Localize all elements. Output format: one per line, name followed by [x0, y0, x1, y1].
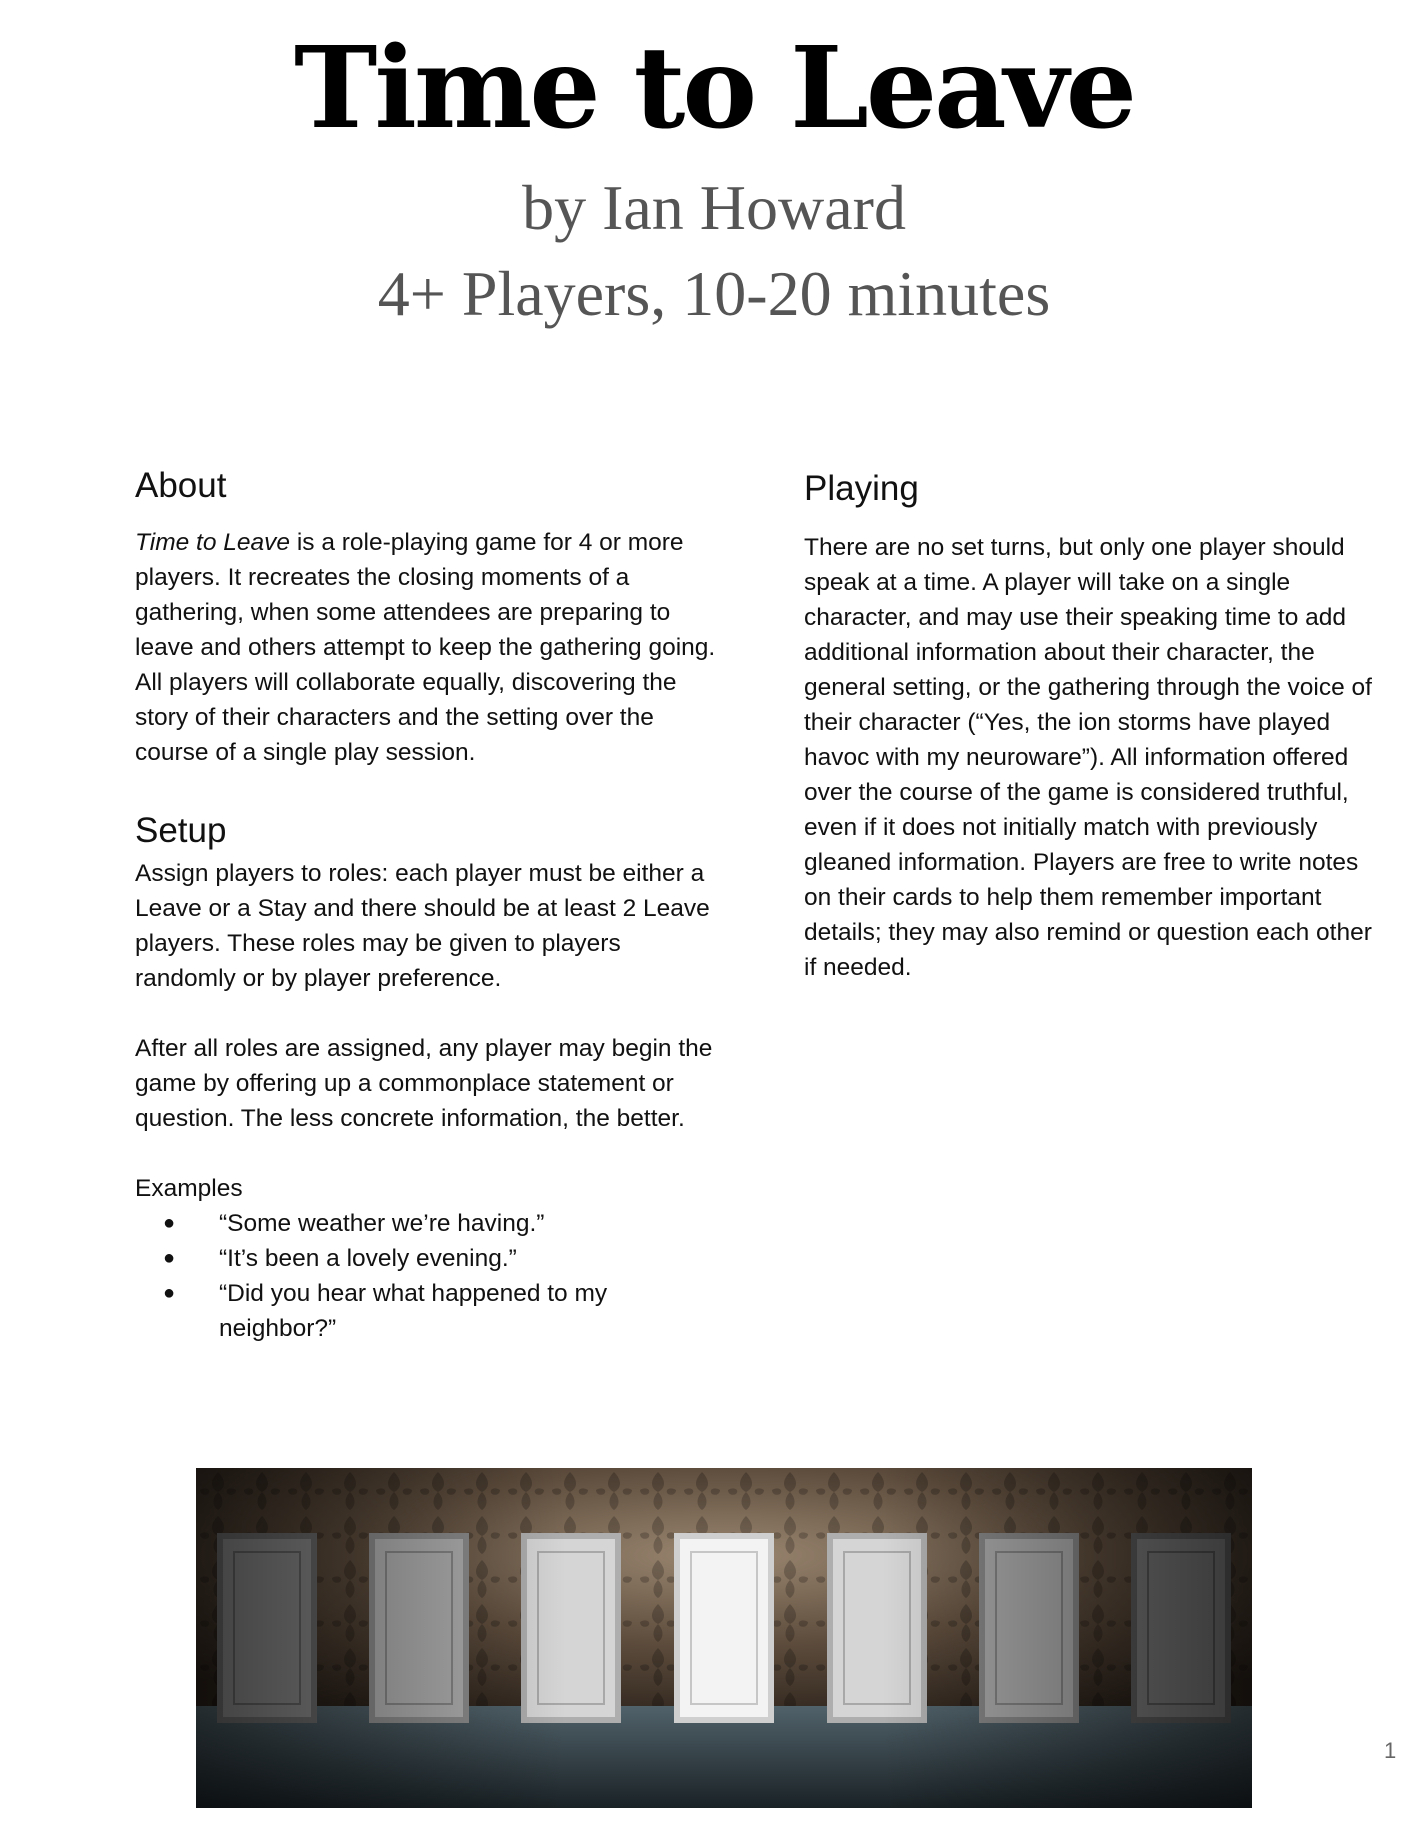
setup-paragraph-roles: Assign players to roles: each player must be either a Leave or a Stay and there should be at least 2 Leave players. These roles may be given to players randomly or by player preference. — [135, 860, 710, 992]
author-byline: by Ian Howard — [522, 172, 906, 243]
about-game-title: Time to Leave — [135, 529, 291, 556]
left-column — [135, 465, 725, 1346]
examples-label: Examples — [135, 1175, 243, 1202]
list-item — [135, 1241, 725, 1276]
example-text: “Did you hear what happened to my neighbor?” — [219, 1280, 608, 1342]
about-heading: About — [135, 466, 227, 505]
examples-list — [135, 1206, 725, 1346]
page-title: Time to Leave — [294, 23, 1134, 154]
bullet-icon: ● — [163, 1247, 176, 1269]
doors-illustration — [196, 1468, 1252, 1808]
example-text: “It’s been a lovely evening.” — [219, 1245, 517, 1272]
bullet-icon: ● — [163, 1212, 176, 1234]
example-text: “Some weather we’re having.” — [219, 1210, 545, 1237]
list-item — [135, 1206, 725, 1241]
playing-paragraph: There are no set turns, but only one player should speak at a time. A player will take on a single character, and may use their speaking time to add additional information about their character, the general setting, or the gathering through the voice of their character (“Yes, the ion storms have played havoc with my neuroware”). All information offered over the course of the game is considered truthful, even if it does not initially match with previously gleaned information. Players are free to write notes on their cards to help them remember important details; they may also remind or question each other if needed. — [804, 534, 1372, 981]
right-column — [804, 468, 1374, 985]
setup-heading: Setup — [135, 811, 227, 850]
setup-paragraph-begin: After all roles are assigned, any player may begin the game by offering up a commonplace statement or question. The less concrete information, the better. — [135, 1035, 713, 1132]
playing-heading: Playing — [804, 469, 919, 508]
page-number: 1 — [1384, 1738, 1397, 1763]
about-body: is a role-playing game for 4 or more players. It recreates the closing moments of a gathering, when some attendees are preparing to leave and others attempt to keep the gathering going. All players will collaborate equally, discovering the story of their characters and the setting over the course of a single play session. — [135, 529, 716, 766]
game-meta: 4+ Players, 10-20 minutes — [377, 258, 1051, 329]
about-paragraph — [135, 525, 725, 770]
list-item — [135, 1276, 725, 1346]
bullet-icon: ● — [163, 1282, 176, 1304]
